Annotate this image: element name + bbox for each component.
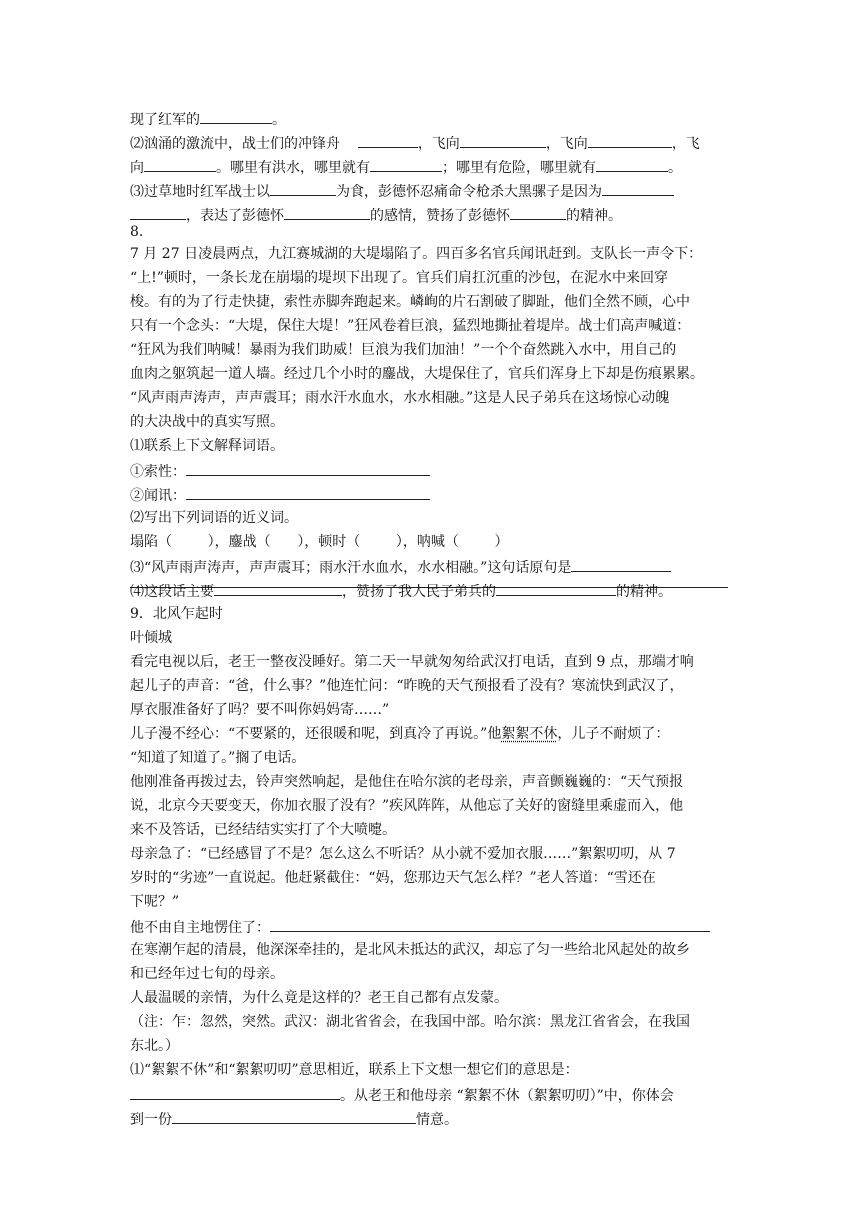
answer-blank[interactable] [214,580,342,596]
q9-para-line: 他刚准备再拨过去，铃声突然响起，是他住在哈尔滨的老母亲，声音颤巍巍的：“天气预报 [130,774,684,790]
answer-blank[interactable] [596,156,668,172]
text: 儿子漫不经心：“不要紧的，还很暖和呢，到真冷了再说。”他 [130,726,502,742]
q9-para-line: 下呢？” [130,894,180,910]
text: ①索性： [130,464,186,480]
text: 现了红军的 [130,112,200,128]
q9-note-line: 东北。） [130,1038,179,1054]
text: 。 [272,112,286,128]
q8-4 [130,580,672,602]
text: ），呐喊（ [395,534,459,550]
q9-author: 叶倾城 [130,630,172,646]
answer-blank[interactable] [200,108,272,124]
answer-blank[interactable] [186,484,430,500]
q9-para-line: 和已经年过七旬的母亲。 [130,966,284,982]
q8-para-line: “狂风为我们呐喊！暴雨为我们助威！巨浪为我们加油！”一个个奋然跳入水中，用自己的 [130,342,677,358]
q9-title: 9．北风乍起时 [130,606,223,622]
q8-para-line: “风声雨声涛声，声声震耳；雨水汗水血水，水水相融。”这是人民子弟兵在这场惊心动魄 [130,390,670,406]
q9-para-line: 厚衣服准备好了吗？要不叫你妈妈寄……” [130,702,390,718]
q8-2-prompt: ⑵写出下列词语的近义词。 [130,510,298,526]
q8-number: 8. [130,224,144,240]
q9-para-line: “知道了知道了。”搁了电话。 [130,750,306,766]
q8-para-line: 只有一个念头：“大堤，保住大堤！”狂风卷着巨浪，猛烈地撕扯着堤岸。战士们高声喊道： [130,318,691,334]
text: ），鏖战（ [207,534,271,550]
text: 情意。 [416,1112,458,1128]
q8-para-line: 血肉之躯筑起一道人墙。经过几个小时的鏖战，大堤保住了，官兵们浑身上下却是伤痕累累。 [130,366,704,382]
text: ，飞向 [417,136,460,152]
text: ；哪里有危险，哪里就有 [442,160,596,176]
text: ⑶过草地时红军战士以 [130,184,270,200]
text: ） [494,534,509,550]
q7-3-line-1 [130,180,674,202]
q9-note-line: （注：乍：忽然，突然。武汉：湖北省省会，在我国中部。哈尔滨：黑龙江省省会，在我国 [130,1014,690,1030]
text: 。 [668,160,682,176]
q9-1-line-3 [130,1108,458,1130]
text: 的精神。 [616,584,672,600]
text: ⑷这段话主要 [130,584,214,600]
q9-stun-line [130,916,710,938]
answer-blank[interactable] [130,204,186,220]
q9-para-line: 人最温暖的亲情，为什么竟是这样的？老王自己都有点发蒙。 [130,990,508,1006]
q7-3-line-2 [130,204,622,226]
q9-1-line-2 [130,1084,674,1106]
q9-son-line [130,724,669,744]
q9-para-line: 岁时的“劣迹”一直说起。他赶紧截住：“妈，您那边天气怎么样？”老人答道：“雪还在 [130,870,656,886]
text: 向 [130,160,144,176]
text: ），顿时（ [297,534,361,550]
answer-blank[interactable] [510,204,566,220]
text: ，儿子不耐烦了： [557,726,670,742]
q8-para-line: 梭。有的为了行走快捷，索性赤脚奔跑起来。嶙峋的片石割破了脚趾，他们全然不顾，心中 [130,294,690,310]
q9-para-line: 来不及答话，已经结结实实打了个大喷嚏。 [130,822,396,838]
text: ⑵汹涌的激流中，战士们的冲锋舟 [130,136,340,152]
text: 的精神。 [566,208,622,224]
q9-para-line: 起儿子的声音：“爸，什么事？”他连忙问：“昨晚的天气预报看了没有？寒流快到武汉了， [130,678,684,694]
answer-blank[interactable] [186,460,430,476]
text: ，飞 [671,136,700,152]
text: 。从老王和他母亲 “絮絮不休（絮絮叨叨）”中，你体会 [340,1088,674,1104]
answer-blank[interactable] [496,580,616,596]
text: 塌陷（ [130,534,172,550]
text: ，表达了彭德怀 [186,208,284,224]
answer-blank[interactable] [370,156,442,172]
answer-blank[interactable] [460,132,546,148]
text: 的感情，赞扬了彭德怀 [370,208,510,224]
answer-blank[interactable] [144,156,216,172]
answer-blank[interactable] [588,132,672,148]
q8-1b [130,484,430,506]
text: ②闻讯： [130,488,186,504]
answer-blank[interactable] [571,556,671,572]
q8-1-prompt: ⑴联系上下文解释词语。 [130,438,284,454]
answer-blank[interactable] [284,204,370,220]
answer-blank[interactable] [130,1084,340,1100]
answer-blank[interactable] [602,180,674,196]
q7-line-1 [130,108,286,130]
q8-1a [130,460,430,482]
text: 。哪里有洪水，哪里就有 [216,160,370,176]
q7-2-line-1 [130,132,700,154]
emphasized-text: 絮絮不休 [501,726,558,742]
q9-para-line: 母亲急了：“已经感冒了不是？怎么这么不听话？从小就不爱加衣服……”絮絮叨叨，从 7 [130,846,676,862]
q8-2-words [130,532,509,552]
text: 为食，彭德怀忍痛命令枪杀大黑骡子是因为 [336,184,602,200]
q9-para-line: 说，北京今天要变天，你加衣服了没有？”疾风阵阵，从他忘了关好的窗缝里乘虚而入，他 [130,798,684,814]
text: ，赞扬了我人民子弟兵的 [342,584,496,600]
q7-2-line-2 [130,156,682,178]
answer-blank[interactable] [270,180,336,196]
q9-para-line: 看完电视以后，老王一整夜没睡好。第二天一早就匆匆给武汉打电话，直到 9 点，那端才响 [130,654,694,670]
q8-para-line: “上!”顿时，一条长龙在崩塌的堤坝下出现了。官兵们肩扛沉重的沙包，在泥水中来回穿 [130,270,668,286]
q8-para-line: 的大决战中的真实写照。 [130,414,284,430]
text: ⑶“风声雨声涛声，声声震耳；雨水汗水血水，水水相融。”这句话原句是 [130,560,572,576]
q9-para-line: 在寒潮乍起的清晨，他深深牵挂的，是北风未抵达的武汉，却忘了匀一些给北风起处的故乡 [130,942,690,958]
answer-blank[interactable] [270,916,710,932]
text: 他不由自主地愣住了： [130,920,270,936]
answer-blank[interactable] [172,1108,416,1124]
text: 到一份 [130,1112,172,1128]
text: ，飞向 [545,136,588,152]
q8-para-line: 7 月 27 日凌晨两点，九江赛城湖的大堤塌陷了。四百多名官兵闻讯赶到。支队长一声令下： [130,246,703,262]
answer-blank[interactable] [358,132,418,148]
q9-1-line-1: ⑴“絮絮不休”和“絮絮叨叨”意思相近，联系上下文想一想它们的意思是： [130,1062,579,1078]
